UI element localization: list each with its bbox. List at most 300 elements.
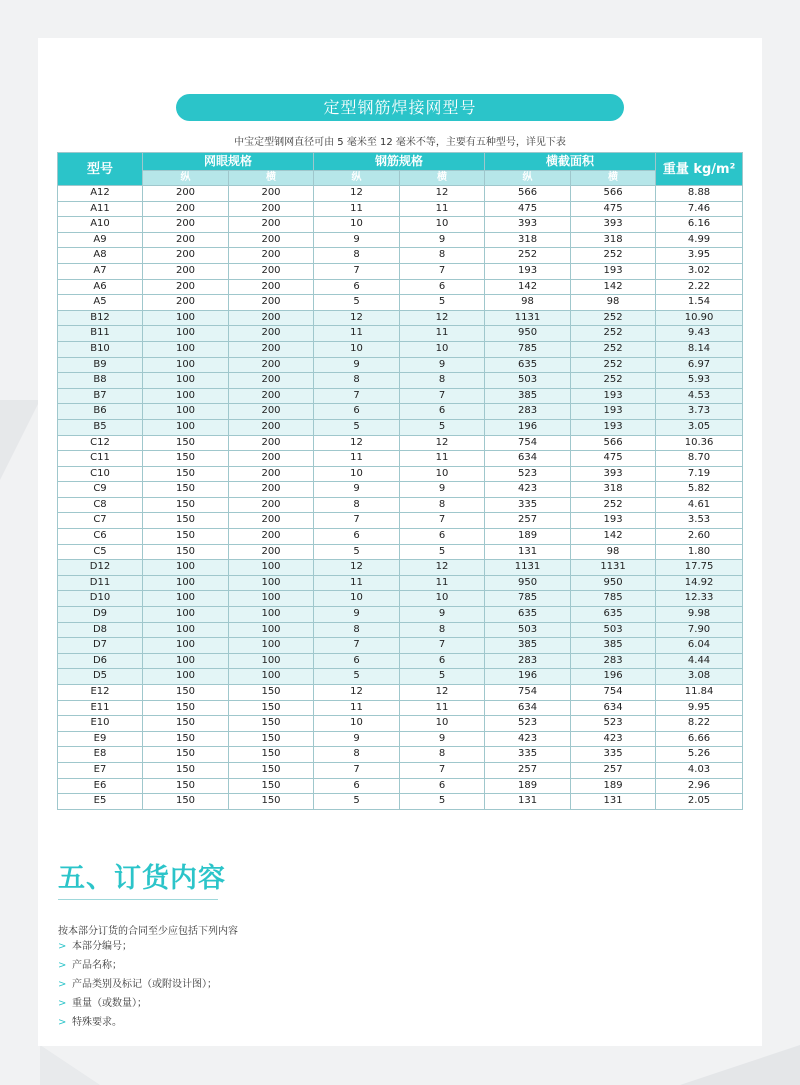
- table-cell: 11: [314, 326, 400, 342]
- header-mesh: 网眼规格: [143, 153, 314, 171]
- table-cell: 8: [400, 373, 485, 389]
- table-cell: 8: [314, 747, 400, 763]
- table-cell: 200: [229, 451, 314, 467]
- list-item-text: 本部分编号；: [72, 941, 132, 952]
- table-title: 定型钢筋焊接网型号: [176, 94, 624, 121]
- table-row: [58, 263, 743, 279]
- table-row: [58, 295, 743, 311]
- table-cell: 475: [571, 201, 656, 217]
- table-cell: 12: [314, 560, 400, 576]
- table-cell: 8.22: [656, 716, 743, 732]
- table-cell: 200: [229, 232, 314, 248]
- table-cell: 5: [400, 419, 485, 435]
- table-cell: 189: [485, 778, 571, 794]
- header-weight: 重量 kg/m²: [656, 153, 743, 186]
- table-cell: D7: [58, 638, 143, 654]
- table-cell: E5: [58, 794, 143, 810]
- table-cell: 150: [143, 700, 229, 716]
- table-cell: 150: [143, 529, 229, 545]
- table-cell: A11: [58, 201, 143, 217]
- chevron-right-icon: >: [58, 960, 67, 971]
- table-cell: 4.53: [656, 388, 743, 404]
- table-cell: 100: [229, 591, 314, 607]
- table-cell: 98: [571, 544, 656, 560]
- table-cell: 6.04: [656, 638, 743, 654]
- subheader-long: 纵: [143, 171, 229, 186]
- table-cell: 12: [400, 560, 485, 576]
- table-cell: 9: [400, 232, 485, 248]
- table-cell: 523: [485, 716, 571, 732]
- table-cell: 193: [571, 263, 656, 279]
- table-cell: 5: [400, 669, 485, 685]
- table-cell: C12: [58, 435, 143, 451]
- table-cell: C5: [58, 544, 143, 560]
- table-row: [58, 513, 743, 529]
- chevron-right-icon: >: [58, 979, 67, 990]
- table-cell: A7: [58, 263, 143, 279]
- table-cell: 100: [143, 669, 229, 685]
- table-cell: 252: [571, 497, 656, 513]
- table-cell: 100: [229, 669, 314, 685]
- table-cell: 5: [400, 295, 485, 311]
- table-cell: B12: [58, 310, 143, 326]
- table-cell: 150: [143, 794, 229, 810]
- table-cell: A12: [58, 186, 143, 202]
- table-cell: 11: [314, 451, 400, 467]
- table-cell: 100: [143, 357, 229, 373]
- table-cell: D5: [58, 669, 143, 685]
- table-cell: 7: [400, 513, 485, 529]
- table-cell: 423: [485, 482, 571, 498]
- header-area: 横截面积: [485, 153, 656, 171]
- table-cell: 150: [143, 451, 229, 467]
- table-cell: 8: [400, 747, 485, 763]
- list-item-text: 产品名称；: [72, 960, 122, 971]
- table-cell: 100: [143, 373, 229, 389]
- table-cell: 193: [571, 404, 656, 420]
- table-cell: 200: [229, 217, 314, 233]
- table-cell: 100: [143, 419, 229, 435]
- table-cell: 131: [485, 544, 571, 560]
- table-cell: 10: [314, 716, 400, 732]
- list-item: [58, 937, 217, 956]
- table-cell: 100: [229, 638, 314, 654]
- table-cell: 634: [571, 700, 656, 716]
- table-cell: 189: [571, 778, 656, 794]
- table-row: [58, 435, 743, 451]
- table-cell: 8.70: [656, 451, 743, 467]
- table-cell: 252: [571, 248, 656, 264]
- table-cell: 1131: [485, 560, 571, 576]
- table-row: [58, 591, 743, 607]
- table-cell: 200: [143, 201, 229, 217]
- table-cell: 7: [400, 263, 485, 279]
- table-cell: 200: [229, 435, 314, 451]
- table-cell: D11: [58, 575, 143, 591]
- subheader-trans: 横: [571, 171, 656, 186]
- table-cell: 150: [143, 513, 229, 529]
- table-row: [58, 716, 743, 732]
- table-cell: B5: [58, 419, 143, 435]
- table-row: [58, 232, 743, 248]
- table-cell: 318: [485, 232, 571, 248]
- table-cell: 150: [143, 466, 229, 482]
- table-cell: E7: [58, 762, 143, 778]
- table-row: [58, 357, 743, 373]
- table-cell: 3.53: [656, 513, 743, 529]
- table-cell: 9: [400, 357, 485, 373]
- table-cell: 3.02: [656, 263, 743, 279]
- table-row: [58, 778, 743, 794]
- table-cell: 393: [571, 466, 656, 482]
- table-cell: 635: [571, 607, 656, 623]
- table-cell: 9.98: [656, 607, 743, 623]
- table-cell: 5.82: [656, 482, 743, 498]
- table-row: [58, 279, 743, 295]
- table-cell: 6: [314, 653, 400, 669]
- table-cell: 5: [314, 295, 400, 311]
- table-cell: 200: [229, 357, 314, 373]
- table-row: [58, 310, 743, 326]
- table-cell: 11: [400, 201, 485, 217]
- table-cell: 754: [485, 435, 571, 451]
- table-cell: 200: [229, 466, 314, 482]
- table-cell: 318: [571, 232, 656, 248]
- table-cell: 100: [229, 607, 314, 623]
- table-cell: 150: [143, 778, 229, 794]
- table-cell: 6: [314, 279, 400, 295]
- table-cell: 100: [229, 653, 314, 669]
- table-row: [58, 762, 743, 778]
- table-cell: 7.46: [656, 201, 743, 217]
- table-cell: E10: [58, 716, 143, 732]
- table-cell: A5: [58, 295, 143, 311]
- table-cell: 6: [400, 404, 485, 420]
- table-cell: 523: [485, 466, 571, 482]
- table-cell: 4.61: [656, 497, 743, 513]
- table-cell: 7: [314, 638, 400, 654]
- table-row: [58, 731, 743, 747]
- table-cell: 6.97: [656, 357, 743, 373]
- table-cell: 100: [143, 310, 229, 326]
- table-cell: 393: [485, 217, 571, 233]
- table-cell: C6: [58, 529, 143, 545]
- table-cell: 9: [400, 482, 485, 498]
- table-cell: 142: [571, 529, 656, 545]
- table-cell: 9.43: [656, 326, 743, 342]
- table-cell: 475: [571, 451, 656, 467]
- table-cell: 12.33: [656, 591, 743, 607]
- table-row: [58, 669, 743, 685]
- table-cell: D12: [58, 560, 143, 576]
- table-cell: B10: [58, 341, 143, 357]
- table-cell: 100: [229, 560, 314, 576]
- table-cell: 100: [143, 560, 229, 576]
- table-cell: 7: [400, 762, 485, 778]
- table-cell: 8: [400, 497, 485, 513]
- table-cell: D10: [58, 591, 143, 607]
- table-row: [58, 638, 743, 654]
- table-cell: 5: [400, 794, 485, 810]
- table-cell: 9: [314, 482, 400, 498]
- table-row: [58, 747, 743, 763]
- table-cell: 200: [229, 388, 314, 404]
- table-cell: 150: [143, 716, 229, 732]
- table-row: [58, 201, 743, 217]
- table-cell: 385: [571, 638, 656, 654]
- table-row: [58, 497, 743, 513]
- table-cell: 196: [485, 669, 571, 685]
- table-cell: 200: [143, 248, 229, 264]
- table-cell: 3.08: [656, 669, 743, 685]
- table-cell: A6: [58, 279, 143, 295]
- table-cell: 9.95: [656, 700, 743, 716]
- background-decoration: [680, 1045, 800, 1085]
- table-cell: 950: [485, 326, 571, 342]
- header-bar: 钢筋规格: [314, 153, 485, 171]
- chevron-right-icon: >: [58, 998, 67, 1009]
- list-item-text: 重量（或数量）；: [72, 998, 147, 1009]
- document-page: [38, 38, 762, 1046]
- table-cell: 150: [143, 497, 229, 513]
- table-cell: 200: [143, 186, 229, 202]
- section-intro: 按本部分订货的合同至少应包括下列内容: [58, 926, 238, 937]
- table-cell: 566: [485, 186, 571, 202]
- table-row: [58, 607, 743, 623]
- table-cell: B9: [58, 357, 143, 373]
- table-cell: 335: [485, 497, 571, 513]
- table-cell: 6: [314, 778, 400, 794]
- table-cell: 200: [229, 201, 314, 217]
- table-cell: 150: [143, 685, 229, 701]
- table-cell: 193: [571, 388, 656, 404]
- table-cell: 100: [143, 575, 229, 591]
- table-cell: 200: [229, 544, 314, 560]
- table-cell: B7: [58, 388, 143, 404]
- table-cell: D8: [58, 622, 143, 638]
- table-cell: B8: [58, 373, 143, 389]
- table-cell: 9: [314, 731, 400, 747]
- table-cell: 6: [400, 529, 485, 545]
- table-row: [58, 685, 743, 701]
- table-cell: C8: [58, 497, 143, 513]
- table-cell: 335: [571, 747, 656, 763]
- table-cell: 503: [571, 622, 656, 638]
- table-cell: 1131: [571, 560, 656, 576]
- background-decoration: [40, 1045, 100, 1085]
- table-cell: 5: [314, 794, 400, 810]
- subheader-long: 纵: [485, 171, 571, 186]
- table-cell: 10: [400, 716, 485, 732]
- table-cell: 7: [314, 263, 400, 279]
- table-cell: 193: [571, 419, 656, 435]
- table-cell: 150: [143, 731, 229, 747]
- table-cell: 200: [143, 232, 229, 248]
- table-cell: 150: [229, 747, 314, 763]
- table-cell: 200: [229, 513, 314, 529]
- table-row: [58, 451, 743, 467]
- table-row: [58, 560, 743, 576]
- table-cell: 12: [314, 435, 400, 451]
- table-cell: 785: [485, 341, 571, 357]
- table-cell: 7: [314, 513, 400, 529]
- table-cell: 200: [143, 295, 229, 311]
- table-cell: 100: [143, 326, 229, 342]
- table-cell: 100: [143, 653, 229, 669]
- table-row: [58, 404, 743, 420]
- table-cell: 131: [571, 794, 656, 810]
- table-cell: 200: [229, 419, 314, 435]
- list-item: [58, 1013, 217, 1032]
- table-cell: 252: [571, 373, 656, 389]
- table-row: [58, 341, 743, 357]
- table-cell: 475: [485, 201, 571, 217]
- list-item-text: 特殊要求。: [72, 1017, 122, 1028]
- table-cell: 200: [229, 482, 314, 498]
- table-cell: 5: [400, 544, 485, 560]
- header-model: 型号: [58, 153, 143, 186]
- table-cell: 200: [229, 295, 314, 311]
- table-cell: 100: [143, 341, 229, 357]
- table-cell: 100: [143, 404, 229, 420]
- table-cell: 196: [571, 669, 656, 685]
- table-cell: 100: [143, 607, 229, 623]
- table-cell: 12: [314, 186, 400, 202]
- table-cell: 11: [314, 575, 400, 591]
- table-cell: 523: [571, 716, 656, 732]
- table-cell: 10: [400, 591, 485, 607]
- table-cell: 2.05: [656, 794, 743, 810]
- table-cell: 950: [571, 575, 656, 591]
- table-cell: 100: [143, 638, 229, 654]
- table-cell: 393: [571, 217, 656, 233]
- table-row: [58, 373, 743, 389]
- table-row: [58, 419, 743, 435]
- table-row: [58, 217, 743, 233]
- table-cell: 5.26: [656, 747, 743, 763]
- table-cell: E8: [58, 747, 143, 763]
- table-cell: 12: [400, 685, 485, 701]
- table-cell: 11: [400, 451, 485, 467]
- table-row: [58, 326, 743, 342]
- table-cell: 6.16: [656, 217, 743, 233]
- table-cell: 283: [571, 653, 656, 669]
- table-cell: 566: [571, 435, 656, 451]
- table-cell: 11.84: [656, 685, 743, 701]
- table-cell: 10: [400, 466, 485, 482]
- table-cell: E11: [58, 700, 143, 716]
- table-cell: 3.05: [656, 419, 743, 435]
- table-cell: 200: [229, 310, 314, 326]
- table-cell: 7: [400, 388, 485, 404]
- table-cell: 193: [485, 263, 571, 279]
- section-divider: [58, 899, 218, 900]
- table-cell: 566: [571, 186, 656, 202]
- table-cell: 635: [485, 357, 571, 373]
- table-cell: 196: [485, 419, 571, 435]
- table-row: [58, 466, 743, 482]
- table-cell: 150: [229, 716, 314, 732]
- table-cell: 12: [314, 685, 400, 701]
- table-cell: B6: [58, 404, 143, 420]
- table-row: [58, 529, 743, 545]
- table-cell: 9: [400, 731, 485, 747]
- subheader-long: 纵: [314, 171, 400, 186]
- table-cell: 252: [571, 341, 656, 357]
- table-cell: 150: [143, 747, 229, 763]
- chevron-right-icon: >: [58, 1017, 67, 1028]
- table-cell: 11: [314, 201, 400, 217]
- spec-table: [57, 152, 743, 810]
- table-cell: 318: [571, 482, 656, 498]
- table-cell: 1131: [485, 310, 571, 326]
- table-cell: 7: [314, 388, 400, 404]
- table-cell: E9: [58, 731, 143, 747]
- table-cell: 200: [229, 529, 314, 545]
- table-cell: 423: [485, 731, 571, 747]
- background-decoration: [0, 400, 40, 480]
- table-cell: 200: [229, 326, 314, 342]
- table-cell: 10: [400, 217, 485, 233]
- subheader-trans: 横: [229, 171, 314, 186]
- table-cell: C9: [58, 482, 143, 498]
- table-cell: 754: [571, 685, 656, 701]
- table-cell: 150: [229, 794, 314, 810]
- table-cell: 150: [229, 685, 314, 701]
- table-cell: 1.80: [656, 544, 743, 560]
- table-cell: 200: [229, 248, 314, 264]
- list-item-text: 产品类别及标记（或附设计图）；: [72, 979, 217, 990]
- table-cell: 252: [571, 326, 656, 342]
- table-cell: 142: [571, 279, 656, 295]
- table-cell: 11: [400, 700, 485, 716]
- table-cell: 785: [485, 591, 571, 607]
- table-cell: 503: [485, 622, 571, 638]
- table-cell: 200: [229, 263, 314, 279]
- table-row: [58, 622, 743, 638]
- table-cell: 6: [314, 404, 400, 420]
- table-cell: 12: [400, 310, 485, 326]
- table-row: [58, 575, 743, 591]
- chevron-right-icon: >: [58, 941, 67, 952]
- table-row: [58, 544, 743, 560]
- table-cell: 6: [314, 529, 400, 545]
- table-cell: 252: [485, 248, 571, 264]
- table-cell: 5.93: [656, 373, 743, 389]
- table-cell: 12: [400, 186, 485, 202]
- table-cell: 100: [229, 575, 314, 591]
- table-cell: 8: [314, 248, 400, 264]
- table-cell: 257: [571, 762, 656, 778]
- table-cell: 4.44: [656, 653, 743, 669]
- table-cell: 100: [143, 622, 229, 638]
- table-cell: 98: [571, 295, 656, 311]
- table-cell: A9: [58, 232, 143, 248]
- list-item: [58, 956, 217, 975]
- table-cell: 200: [229, 186, 314, 202]
- table-cell: 635: [485, 607, 571, 623]
- table-cell: 950: [485, 575, 571, 591]
- table-cell: 150: [143, 762, 229, 778]
- table-cell: 385: [485, 388, 571, 404]
- table-cell: 5: [314, 669, 400, 685]
- table-cell: 10: [314, 466, 400, 482]
- table-cell: 6: [400, 778, 485, 794]
- table-row: [58, 482, 743, 498]
- table-cell: C7: [58, 513, 143, 529]
- table-cell: 6: [400, 653, 485, 669]
- table-cell: 335: [485, 747, 571, 763]
